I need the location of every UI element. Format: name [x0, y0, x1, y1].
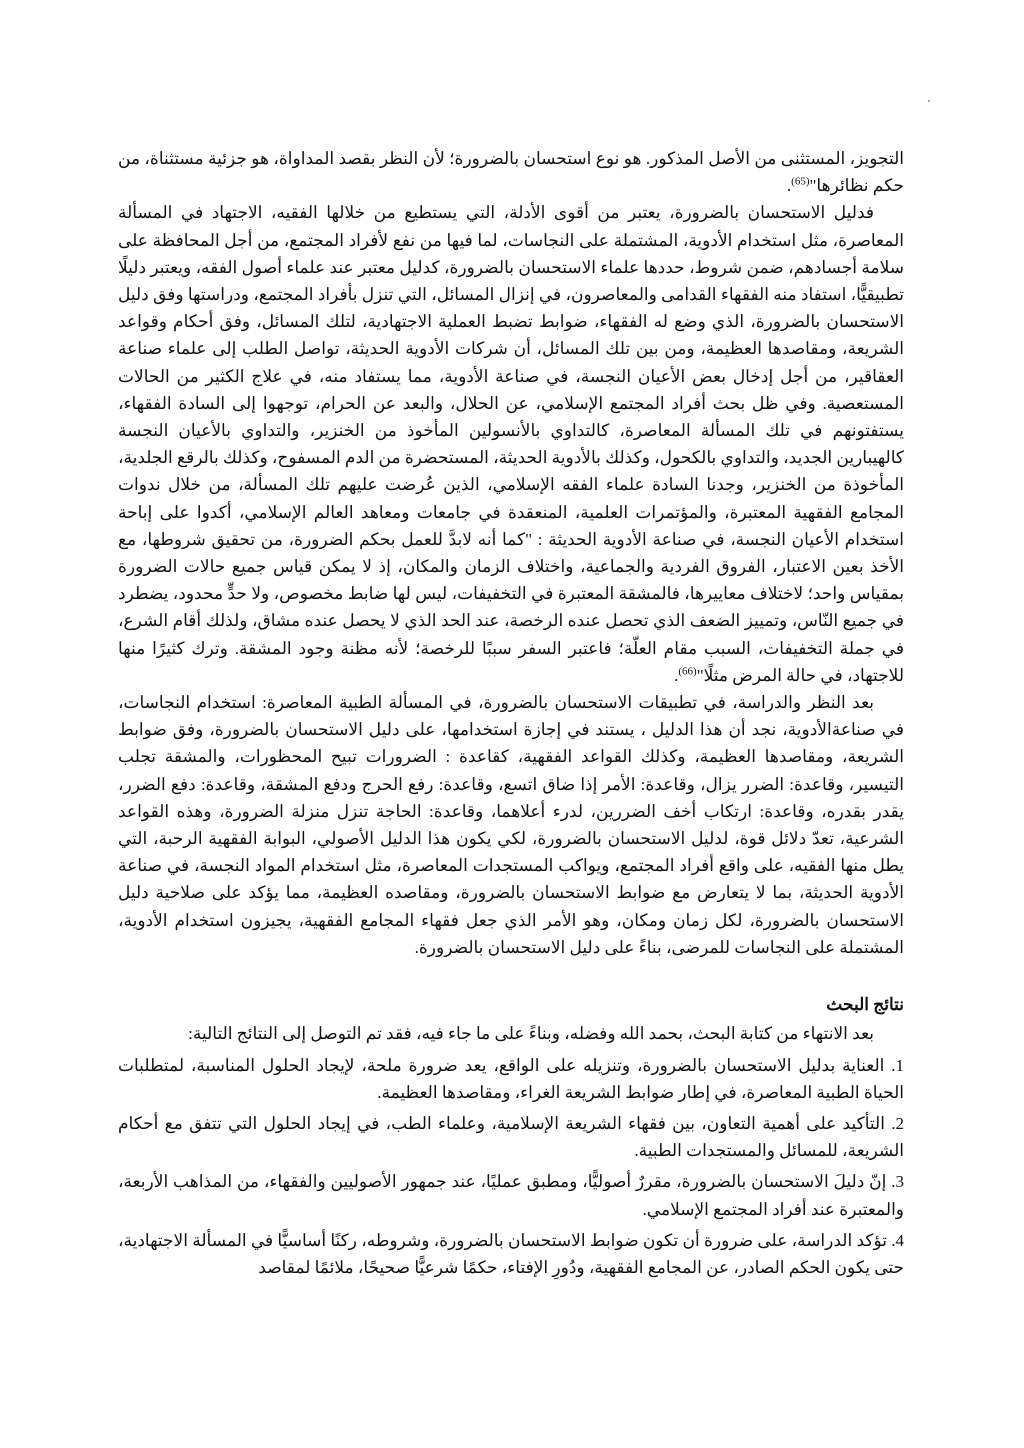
- footnote-ref-65[interactable]: (65): [791, 175, 810, 188]
- document-body: [118, 145, 904, 1281]
- paragraph-2: بعد النظر والدراسة، في تطبيقات الاستحسان بالضرورة، في المسألة الطبية المعاصرة: استخدام النجاسات، في صناعةالأدوية، نجد أن هذا الدليل ، يستند في إجازة استخدامها، على دليل الاستحسان بالضرورة، وفق ضوابط الشريعة، ومقاصدها العظيمة، وكذلك القواعد الفقهية، كقاعدة : الضرورات تبيح المحظورات، والمشقة تجلب التيسير، وقاعدة: الضرر يزال، وقاعدة: الأمر إذا ضاق اتسع، وقاعدة: رفع الحرج ودفع المشقة، وقاعدة: دفع الضرر، يقدر بقدره، وقاعدة: ارتكاب أخف الضررين، لدرء أعلاهما، وقاعدة: الحاجة تنزل منزلة الضرورة، وهذه القواعد الشرعية، تعدّ دلائل قوة، لدليل الاستحسان بالضرورة، لكي يكون هذا الدليل الأصولي، البوابة الفقهية الرحبة، التي يطل منها الفقيه، على واقع أفراد المجتمع، ويواكب المستجدات المعاصرة، مثل استخدام المواد النجسة، في صناعة الأدوية الحديثة، بما لا يتعارض مع ضوابط الاستحسان بالضرورة، ومقاصده العظيمة، مما يؤكد على صلاحية دليل الاستحسان بالضرورة، لكل زمان ومكان، وهو الأمر الذي جعل فقهاء المجامع الفقهية، يجيزون استخدام الأدوية، المشتملة على النجاسات للمرضى، بناءً على دليل الاستحسان بالضرورة.: [118, 693, 904, 957]
- result-item-2: 2. التأكيد على أهمية التعاون، بين فقهاء الشريعة الإسلامية، وعلماء الطب، في إيجاد الحلول التي تتفق مع أحكام الشريعة، للمسائل والمستجدات الطبية.: [118, 1113, 904, 1161]
- result-item-3: 3. إنّ دليلَ الاستحسان بالضرورة، مقررٌ أصوليًّا، ومطبق عمليًا، عند جمهور الأصوليين والفقهاء، من المذاهب الأربعة، والمعتبرة عند أفراد المجتمع الإسلامي.: [118, 1172, 905, 1219]
- footnote-ref-66[interactable]: (66): [678, 665, 697, 678]
- intro-text: التجويز، المستثنى من الأصل المذكور. هو نوع استحسان بالضرورة؛ لأن النظر بقصد المداواة، هو جزئية مستثناة، من حكم نظائرها": [118, 149, 904, 196]
- paragraph-1: [118, 199, 904, 689]
- paragraph-1-text: فدليل الاستحسان بالضرورة، يعتبر من أقوى الأدلة، التي يستطيع من خلالها الفقيه، الاجتهاد في المسألة المعاصرة، مثل استخدام الأدوية، المشتملة على النجاسات، لما فيها من نفع لأفراد المجتمع، من أجل المحافظة على سلامة أجسادهم، ضمن شروط، حددها علماء الاستحسان بالضرورة، كدليل معتبر عند علماء أصول الفقه، ويعتبر دليلًا تطبيقيًّا، استفاد منه الفقهاء القدامى والمعاصرون، في إنزال المسائل، التي تنزل بأفراد المجتمع، ودراستها وفق دليل الاستحسان بالضرورة، الذي وضع له الفقهاء، ضوابط تضبط العملية الاجتهادية، لتلك المسائل، وفق أحكام وقواعد الشريعة، ومقاصدها العظيمة، ومن بين تلك المسائل، أن شركات الأدوية الحديثة، تواصل الطلب إلى علماء صناعة العقاقير، من أجل إدخال بعض الأعيان النجسة، في صناعة الأدوية، مما يستفاد منه، في علاج الكثير من الحالات المستعصية. وفي ظل بحث أفراد المجتمع الإسلامي، عن الحلال، والبعد عن الحرام، توجهوا إلى السادة الفقهاء، يستفتونهم في تلك المسألة المعاصرة، كالتداوي بالأنسولين المأخوذ من الخنزير، والتداوي بالأعيان النجسة كالهيبارين الجديد، والتداوي بالكحول، وكذلك بالأدوية الحديثة، المستحضرة من الدم المسفوح، وكذلك بالرقع الجلدية، المأخوذة من الخنزير، وجدنا السادة علماء الفقه الإسلامي، الذين عُرضت عليهم تلك المسألة، من خلال ندوات المجامع الفقهية المعتبرة، والمؤتمرات العلمية، المنعقدة في جامعات ومعاهد العالم الإسلامي، أكدوا على إباحة استخدام الأعيان النجسة، في صناعة الأدوية الحديثة : "كما أنه لابدَّ للعمل بحكم الضرورة، من تحقيق شروطها، مع الأخذ بعين الاعتبار، الفروق الفردية والجماعية، واختلاف الزمان والمكان، إذ لا يمكن قياس جميع حالات الضرورة بمقياس واحد؛ لاختلاف معاييرها، فالمشقة المعتبرة في التخفيفات، ليس لها ضابط مخصوص، ولا حدٍّ محدود، يضطرد في جميع النّاس، وتمييز الضعف الذي تحصل عنده الرخصة، عند الحد الذي لا يحصل عنده مشاق، ولذلك أقام الشرع، في جملة التخفيفات، السبب مقام العلّة؛ فاعتبر السفر سببًا للرخصة؛ لأنه مظنة وجود المشقة. وترك كثيرًا منها للاجتهاد، في حالة المرض مثلًا": [118, 203, 904, 685]
- result-item-1: 1. العناية بدليل الاستحسان بالضرورة، وتنزيله على الواقع، يعد ضرورة ملحة، لإيجاد الحلول المناسبة، لمتطلبات الحياة الطبية المعاصرة، في إطار ضوابط الشريعة الغراء، ومقاصدها العظيمة.: [118, 1055, 904, 1102]
- results-intro: بعد الانتهاء من كتابة البحث، بحمد الله وفضله، وبناءً على ما جاء فيه، فقد تم التوصل إلى النتائج التالية:: [188, 1024, 874, 1044]
- paragraph-1-period: .: [674, 665, 679, 685]
- intro-paragraph: [118, 145, 904, 199]
- result-item-4: 4. تؤكد الدراسة، على ضرورة أن تكون ضوابط الاستحسان بالضرورة، وشروطه، ركنًا أساسيًّا في المسألة الاجتهادية، حتى يكون الحكم الصادر، عن المجامع الفقهية، ودُورِ الإفتاء، حكمًا شرعيًّا صحيحًا، ملائمًا لمقاصد: [118, 1230, 904, 1277]
- scan-dot: [928, 100, 930, 102]
- results-heading: نتائج البحث: [826, 995, 904, 1015]
- intro-period: .: [786, 176, 792, 196]
